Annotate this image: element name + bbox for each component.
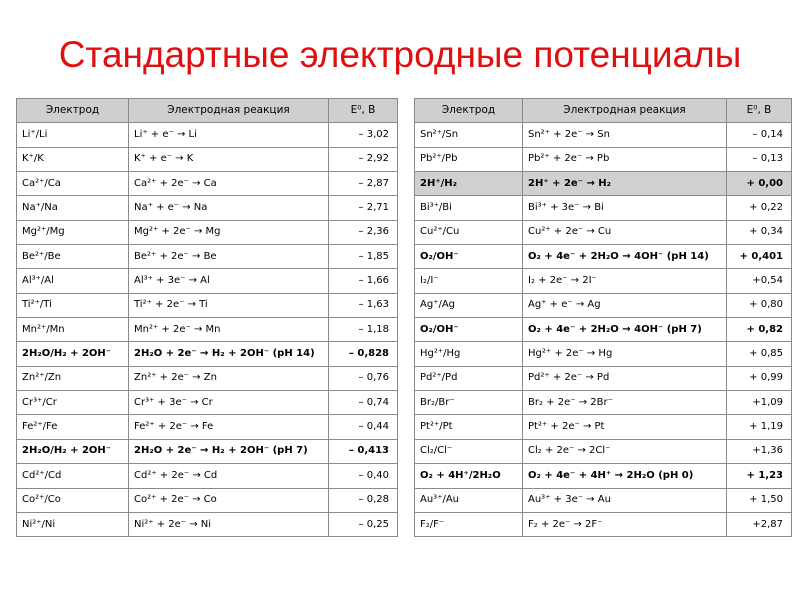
reaction-cell: Cu²⁺ + 2e⁻ → Cu (523, 220, 727, 244)
table-row (17, 391, 398, 415)
table-header-row (17, 99, 398, 123)
reaction-cell: Au³⁺ + 3e⁻ → Au (523, 488, 727, 512)
electrode-cell: Bi³⁺/Bi (415, 196, 523, 220)
potential-cell: – 0,28 (329, 488, 398, 512)
header-electrode: Электрод (17, 99, 129, 123)
electrode-cell: O₂ + 4H⁺/2H₂O (415, 464, 523, 488)
potential-cell: – 1,85 (329, 245, 398, 269)
table-row (415, 293, 792, 317)
potential-cell: – 2,92 (329, 147, 398, 171)
potential-cell: – 2,87 (329, 172, 398, 196)
table-row (17, 196, 398, 220)
reaction-cell: Pt²⁺ + 2e⁻ → Pt (523, 415, 727, 439)
table-row (17, 123, 398, 147)
header-reaction: Электродная реакция (129, 99, 329, 123)
electrode-cell: Al³⁺/Al (17, 269, 129, 293)
potential-cell: – 2,36 (329, 220, 398, 244)
table-row (415, 342, 792, 366)
potential-cell: + 0,22 (727, 196, 792, 220)
reaction-cell: Al³⁺ + 3e⁻ → Al (129, 269, 329, 293)
reaction-cell: Na⁺ + e⁻ → Na (129, 196, 329, 220)
electrode-cell: O₂/OH⁻ (415, 245, 523, 269)
table-row (415, 415, 792, 439)
potential-cell: – 0,74 (329, 391, 398, 415)
reaction-cell: Fe²⁺ + 2e⁻ → Fe (129, 415, 329, 439)
electrode-cell: Mg²⁺/Mg (17, 220, 129, 244)
table-row (17, 488, 398, 512)
table-row (415, 512, 792, 536)
potential-cell: + 0,34 (727, 220, 792, 244)
reaction-cell: K⁺ + e⁻ → K (129, 147, 329, 171)
reaction-cell: Ag⁺ + e⁻ → Ag (523, 293, 727, 317)
table-row (17, 366, 398, 390)
electrode-cell: Be²⁺/Be (17, 245, 129, 269)
reaction-cell: Br₂ + 2e⁻ → 2Br⁻ (523, 391, 727, 415)
reaction-cell: Ca²⁺ + 2e⁻ → Ca (129, 172, 329, 196)
reaction-cell: F₂ + 2e⁻ → 2F⁻ (523, 512, 727, 536)
electrode-cell: 2H₂O/H₂ + 2OH⁻ (17, 342, 129, 366)
table-row (415, 488, 792, 512)
reaction-cell: Zn²⁺ + 2e⁻ → Zn (129, 366, 329, 390)
electrode-cell: Cr³⁺/Cr (17, 391, 129, 415)
reaction-cell: Cd²⁺ + 2e⁻ → Cd (129, 464, 329, 488)
potential-cell: + 0,80 (727, 293, 792, 317)
reaction-cell: 2H₂O + 2e⁻ → H₂ + 2OH⁻ (pH 14) (129, 342, 329, 366)
potential-cell: – 0,13 (727, 147, 792, 171)
electrode-cell: Hg²⁺/Hg (415, 342, 523, 366)
potential-cell: – 0,828 (329, 342, 398, 366)
reaction-cell: Pd²⁺ + 2e⁻ → Pd (523, 366, 727, 390)
electrode-cell: K⁺/K (17, 147, 129, 171)
table-row (17, 147, 398, 171)
potential-cell: +1,36 (727, 439, 792, 463)
potential-cell: +0,54 (727, 269, 792, 293)
potential-cell: + 0,82 (727, 318, 792, 342)
electrode-cell: Fe²⁺/Fe (17, 415, 129, 439)
potential-cell: – 0,25 (329, 512, 398, 536)
potentials-table-left (16, 98, 398, 537)
table-row (415, 245, 792, 269)
table-row (17, 269, 398, 293)
table-row (415, 269, 792, 293)
table-row (415, 391, 792, 415)
table-row (17, 464, 398, 488)
reaction-cell: Hg²⁺ + 2e⁻ → Hg (523, 342, 727, 366)
electrode-cell: Ni²⁺/Ni (17, 512, 129, 536)
reaction-cell: Cr³⁺ + 3e⁻ → Cr (129, 391, 329, 415)
header-electrode: Электрод (415, 99, 523, 123)
page-title: Стандартные электродные потенциалы (58, 34, 742, 75)
potential-cell: – 0,413 (329, 439, 398, 463)
table-row (17, 245, 398, 269)
table-row (17, 220, 398, 244)
electrode-cell: Pb²⁺/Pb (415, 147, 523, 171)
table-row (415, 147, 792, 171)
electrode-cell: Li⁺/Li (17, 123, 129, 147)
reaction-cell: O₂ + 4e⁻ + 2H₂O → 4OH⁻ (pH 7) (523, 318, 727, 342)
reaction-cell: Li⁺ + e⁻ → Li (129, 123, 329, 147)
electrode-cell: Pd²⁺/Pd (415, 366, 523, 390)
potential-cell: – 2,71 (329, 196, 398, 220)
electrode-cell: O₂/OH⁻ (415, 318, 523, 342)
potential-cell: +1,09 (727, 391, 792, 415)
reaction-cell: 2H⁺ + 2e⁻ → H₂ (523, 172, 727, 196)
reaction-cell: Cl₂ + 2e⁻ → 2Cl⁻ (523, 439, 727, 463)
electrode-cell: 2H₂O/H₂ + 2OH⁻ (17, 439, 129, 463)
reaction-cell: Bi³⁺ + 3e⁻ → Bi (523, 196, 727, 220)
potentials-table-right (414, 98, 792, 537)
electrode-cell: Cu²⁺/Cu (415, 220, 523, 244)
table-row (17, 293, 398, 317)
potential-cell: – 0,44 (329, 415, 398, 439)
reaction-cell: Mg²⁺ + 2e⁻ → Mg (129, 220, 329, 244)
electrode-cell: I₂/I⁻ (415, 269, 523, 293)
potential-cell: – 0,40 (329, 464, 398, 488)
table-row (17, 318, 398, 342)
table-row (415, 196, 792, 220)
electrode-cell: 2H⁺/H₂ (415, 172, 523, 196)
potential-cell: – 1,18 (329, 318, 398, 342)
potential-cell: – 1,66 (329, 269, 398, 293)
electrode-cell: F₂/F⁻ (415, 512, 523, 536)
table-row (415, 220, 792, 244)
potential-cell: + 0,401 (727, 245, 792, 269)
table-row (415, 318, 792, 342)
potential-cell: – 1,63 (329, 293, 398, 317)
electrode-cell: Cd²⁺/Cd (17, 464, 129, 488)
table-row (17, 415, 398, 439)
table-row (17, 512, 398, 536)
table-row (17, 439, 398, 463)
potential-cell: – 3,02 (329, 123, 398, 147)
reaction-cell: 2H₂O + 2e⁻ → H₂ + 2OH⁻ (pH 7) (129, 439, 329, 463)
table-row (415, 464, 792, 488)
table-row (415, 366, 792, 390)
potential-cell: + 1,50 (727, 488, 792, 512)
reaction-cell: Ti²⁺ + 2e⁻ → Ti (129, 293, 329, 317)
reaction-cell: Pb²⁺ + 2e⁻ → Pb (523, 147, 727, 171)
electrode-cell: Ag⁺/Ag (415, 293, 523, 317)
reaction-cell: Co²⁺ + 2e⁻ → Co (129, 488, 329, 512)
potential-cell: +2,87 (727, 512, 792, 536)
reaction-cell: O₂ + 4e⁻ + 2H₂O → 4OH⁻ (pH 14) (523, 245, 727, 269)
potential-cell: – 0,76 (329, 366, 398, 390)
potential-cell: + 0,99 (727, 366, 792, 390)
electrode-cell: Na⁺/Na (17, 196, 129, 220)
electrode-cell: Br₂/Br⁻ (415, 391, 523, 415)
table-row (17, 172, 398, 196)
electrode-cell: Zn²⁺/Zn (17, 366, 129, 390)
potential-cell: + 0,85 (727, 342, 792, 366)
reaction-cell: Be²⁺ + 2e⁻ → Be (129, 245, 329, 269)
reaction-cell: Mn²⁺ + 2e⁻ → Mn (129, 318, 329, 342)
electrode-cell: Ti²⁺/Ti (17, 293, 129, 317)
header-potential: E⁰, В (727, 99, 792, 123)
electrode-cell: Ca²⁺/Ca (17, 172, 129, 196)
reaction-cell: Sn²⁺ + 2e⁻ → Sn (523, 123, 727, 147)
potential-cell: – 0,14 (727, 123, 792, 147)
electrode-cell: Mn²⁺/Mn (17, 318, 129, 342)
electrode-cell: Cl₂/Cl⁻ (415, 439, 523, 463)
electrode-cell: Au³⁺/Au (415, 488, 523, 512)
potential-cell: + 1,19 (727, 415, 792, 439)
table-row (415, 123, 792, 147)
electrode-cell: Pt²⁺/Pt (415, 415, 523, 439)
table-row (415, 439, 792, 463)
potential-cell: + 1,23 (727, 464, 792, 488)
table-row (17, 342, 398, 366)
table-row (415, 172, 792, 196)
potential-cell: + 0,00 (727, 172, 792, 196)
reaction-cell: O₂ + 4e⁻ + 4H⁺ → 2H₂O (pH 0) (523, 464, 727, 488)
header-reaction: Электродная реакция (523, 99, 727, 123)
electrode-cell: Sn²⁺/Sn (415, 123, 523, 147)
reaction-cell: I₂ + 2e⁻ → 2I⁻ (523, 269, 727, 293)
reaction-cell: Ni²⁺ + 2e⁻ → Ni (129, 512, 329, 536)
table-header-row (415, 99, 792, 123)
electrode-cell: Co²⁺/Co (17, 488, 129, 512)
header-potential: E⁰, В (329, 99, 398, 123)
